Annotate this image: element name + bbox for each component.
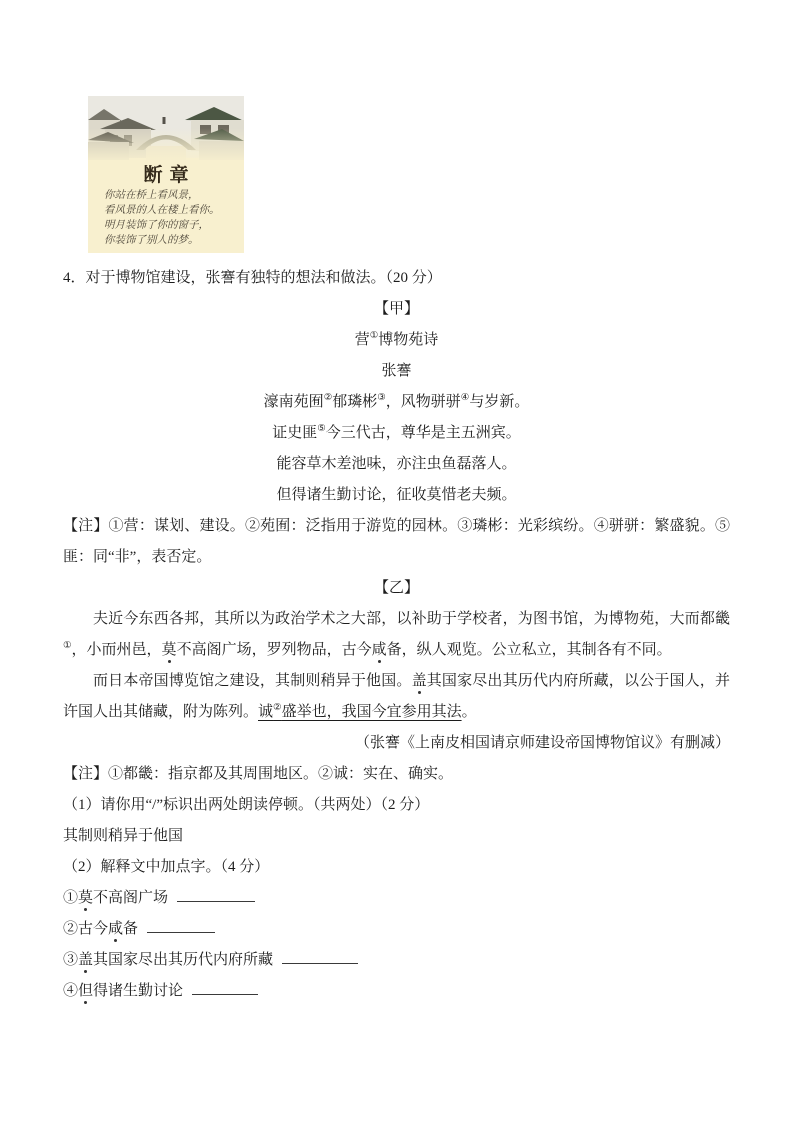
q2-item-2: ②古今咸备 xyxy=(63,914,730,945)
image-poem-title: 断章 xyxy=(143,165,196,186)
answer-blank xyxy=(192,981,258,995)
answer-blank xyxy=(177,888,255,902)
section-yi-header: 【乙】 xyxy=(373,580,419,596)
jia-poem-line-3: 能容草木差池味，亦注虫鱼磊落人。 xyxy=(276,456,517,472)
question-4-stem: 4．对于博物馆建设，张謇有独特的想法和做法。（20 分） xyxy=(63,270,442,286)
image-poem-line: 你装饰了别人的梦。 xyxy=(104,235,199,246)
image-poem-line: 明月装饰了你的窗子， xyxy=(104,220,209,231)
yi-notes: 【注】①都畿：指京都及其周围地区。②诚：实在、确实。 xyxy=(63,766,454,782)
image-poem-line: 看风景的人在楼上看你。 xyxy=(104,205,220,216)
jia-poem-line-2: 证史匪⑤今三代古，尊华是主五洲宾。 xyxy=(272,424,521,441)
jia-poem-title: 营①博物苑诗 xyxy=(354,331,439,348)
section-jia-header: 【甲】 xyxy=(373,301,419,317)
duanzhang-poem-image xyxy=(88,96,244,253)
answer-blank xyxy=(282,950,358,964)
q2-item-4: ④但得诸生勤讨论 xyxy=(63,976,730,1007)
yi-paragraph-2: 而日本帝国博览馆之建设，其制则稍异于他国。盖其国家尽出其历代内府所藏，以公于国人，并许国人出其储藏，附为陈列。诚②盛举也，我国今宜参用其法。 xyxy=(63,673,730,720)
q2-item-3: ③盖其国家尽出其历代内府所藏 xyxy=(63,945,730,976)
jia-poem-line-1: 濠南苑囿②郁璘彬③，风物骈骈④与岁新。 xyxy=(263,393,530,410)
jia-notes: 【注】①营：谋划、建设。②苑囿：泛指用于游览的园林。③璘彬：光彩缤纷。④骈骈：繁盛貌。⑤匪：同“非”，表否定。 xyxy=(63,518,730,565)
answer-blank xyxy=(147,919,215,933)
yi-citation: （张謇《上南皮相国请京师建设帝国博物馆议》有删减） xyxy=(354,735,730,751)
image-poem-lines xyxy=(104,188,220,248)
jia-poem-author: 张謇 xyxy=(381,363,412,379)
yi-paragraph-1: 夫近今东西各邦，其所以为政治学术之大部，以补助于学校者，为图书馆，为博物苑，大而都畿①，小而州邑，莫不高阁广场，罗列物品，古今咸备，纵人观览。公立私立，其制各有不同。 xyxy=(63,611,730,658)
exam-body xyxy=(63,263,730,1007)
subquestion-2-label: （2）解释文中加点字。（4 分） xyxy=(63,859,270,875)
jia-poem-line-4: 但得诸生勤讨论，征收莫惜老夫频。 xyxy=(276,487,517,503)
subquestion-1-sentence: 其制则稍异于他国 xyxy=(63,828,184,844)
q2-item-1: ①莫不高阁广场 xyxy=(63,883,730,914)
subquestion-1-label: （1）请你用“/”标识出两处朗读停顿。（共两处）（2 分） xyxy=(63,797,430,813)
image-poem-line: 你站在桥上看风景， xyxy=(104,190,199,201)
